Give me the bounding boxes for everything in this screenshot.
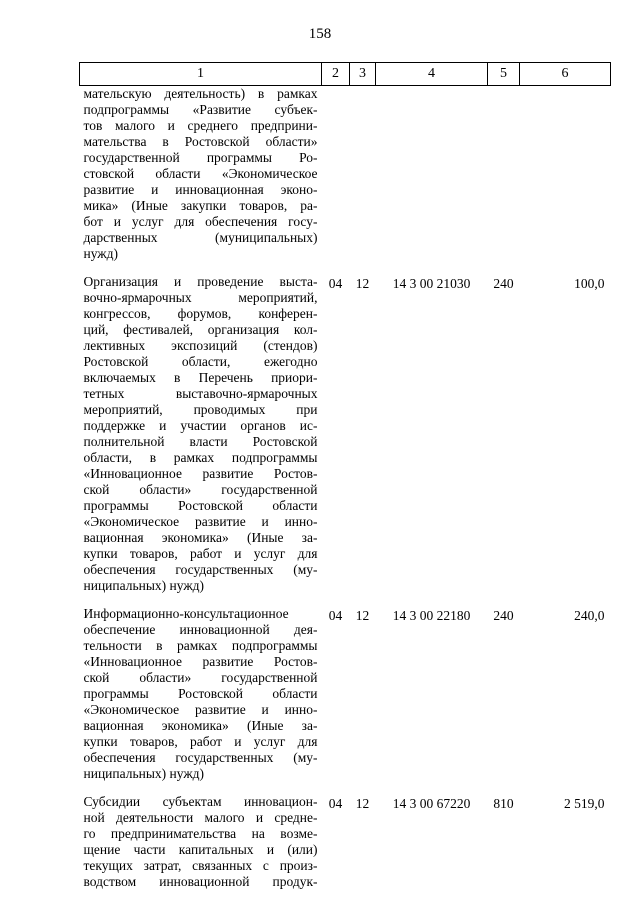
description-line: ской области» государственной	[83, 670, 318, 685]
header-col-5: 5	[488, 63, 520, 86]
description-line: «Инновационное развитие Ростов-	[83, 654, 318, 669]
description-line: бот и услуг для обеспечения госу-	[83, 214, 318, 229]
header-col-6: 6	[520, 63, 611, 86]
description-line: Информационно-консультационное	[83, 606, 289, 621]
description-line: тетных выставочно-ярмарочных	[83, 386, 318, 401]
description-line: государственной программы Ро-	[83, 150, 318, 165]
description-line: вочно-ярмарочных мероприятий,	[83, 290, 318, 305]
amount: 100,0	[574, 276, 605, 291]
description-line: мательства в Ростовской области»	[83, 134, 318, 149]
header-row	[80, 63, 611, 86]
table-row	[80, 606, 611, 794]
header-col-2: 2	[322, 63, 350, 86]
header-col-4: 4	[376, 63, 488, 86]
subsection-code: 12	[355, 796, 370, 811]
description-line: «Экономическое развитие и инно-	[83, 514, 318, 529]
description-line: купки товаров, работ и услуг для	[83, 546, 318, 561]
description-line: мика» (Иные закупки товаров, ра-	[83, 198, 318, 213]
row-description	[80, 794, 322, 902]
description-line: щение части капитальных и (или)	[83, 842, 318, 857]
description-line: мероприятий, проводимых при	[83, 402, 318, 417]
amount: 2 519,0	[564, 796, 605, 811]
budget-table	[79, 62, 611, 902]
description-line: нужд)	[83, 246, 118, 261]
target-article-code	[376, 86, 488, 275]
description-line: ниципальных) нужд)	[83, 578, 205, 593]
section-code	[322, 86, 350, 275]
description-line: Организация и проведение выста-	[83, 274, 318, 289]
subsection-code: 12	[355, 608, 370, 623]
description-line: обеспечения государственных (му-	[83, 562, 318, 577]
description-line: обеспечения государственных (му-	[83, 750, 318, 765]
expense-type-code: 240	[493, 608, 514, 623]
table-row	[80, 794, 611, 902]
description-line: развитие и инновационная эконо-	[83, 182, 318, 197]
expense-type-code: 810	[493, 796, 514, 811]
description-line: вационная экономика» (Иные за-	[83, 530, 318, 545]
description-line: обеспечение инновационной дея-	[83, 622, 318, 637]
header-col-3: 3	[350, 63, 376, 86]
amount	[520, 86, 611, 275]
row-description	[80, 274, 322, 606]
description-line: дарственных (муниципальных)	[83, 230, 318, 245]
description-line: полнительной власти Ростовской	[83, 434, 318, 449]
description-line: подпрограммы «Развитие субъек-	[83, 102, 318, 117]
page-number: 158	[308, 26, 332, 42]
section-code: 04	[328, 796, 343, 811]
description-line: го предпринимательства на возме-	[83, 826, 318, 841]
description-line: поддержке и участии органов ис-	[83, 418, 318, 433]
description-line: конгрессов, форумов, конферен-	[83, 306, 318, 321]
description-line: водством инновационной продук-	[83, 874, 318, 889]
description-line: мательскую деятельность) в рамках	[83, 86, 318, 101]
description-line: купки товаров, работ и услуг для	[83, 734, 318, 749]
section-code: 04	[328, 608, 343, 623]
description-line: включаемых в Перечень приори-	[83, 370, 318, 385]
section-code: 04	[328, 276, 343, 291]
description-line: программы Ростовской области	[83, 498, 318, 513]
description-line: тов малого и среднего предприни-	[83, 118, 318, 133]
row-description	[80, 606, 322, 794]
description-line: ной деятельности малого и средне-	[83, 810, 318, 825]
description-line: «Инновационное развитие Ростов-	[83, 466, 318, 481]
description-line: вационная экономика» (Иные за-	[83, 718, 318, 733]
description-line: ской области» государственной	[83, 482, 318, 497]
target-article-code: 14 3 00 21030	[392, 276, 471, 291]
subsection-code	[350, 86, 376, 275]
description-line: стовской области «Экономическое	[83, 166, 318, 181]
header-col-1: 1	[80, 63, 322, 86]
description-line: тельности в рамках подпрограммы	[83, 638, 318, 653]
table-row	[80, 274, 611, 606]
expense-type-code	[488, 86, 520, 275]
description-line: «Экономическое развитие и инно-	[83, 702, 318, 717]
target-article-code: 14 3 00 22180	[392, 608, 471, 623]
description-line: ниципальных) нужд)	[83, 766, 205, 781]
description-line: области, в рамках подпрограммы	[83, 450, 318, 465]
description-line: ций, фестивалей, организация кол-	[83, 322, 318, 337]
description-line: программы Ростовской области	[83, 686, 318, 701]
expense-type-code: 240	[493, 276, 514, 291]
amount: 240,0	[574, 608, 605, 623]
subsection-code: 12	[355, 276, 370, 291]
target-article-code: 14 3 00 67220	[392, 796, 471, 811]
description-line: текущих затрат, связанных с произ-	[83, 858, 318, 873]
row-description	[80, 86, 322, 275]
description-line: Ростовской области, ежегодно	[83, 354, 318, 369]
table-row	[80, 86, 611, 275]
description-line: Субсидии субъектам инновацион-	[83, 794, 318, 809]
description-line: лективных экспозиций (стендов)	[83, 338, 318, 353]
